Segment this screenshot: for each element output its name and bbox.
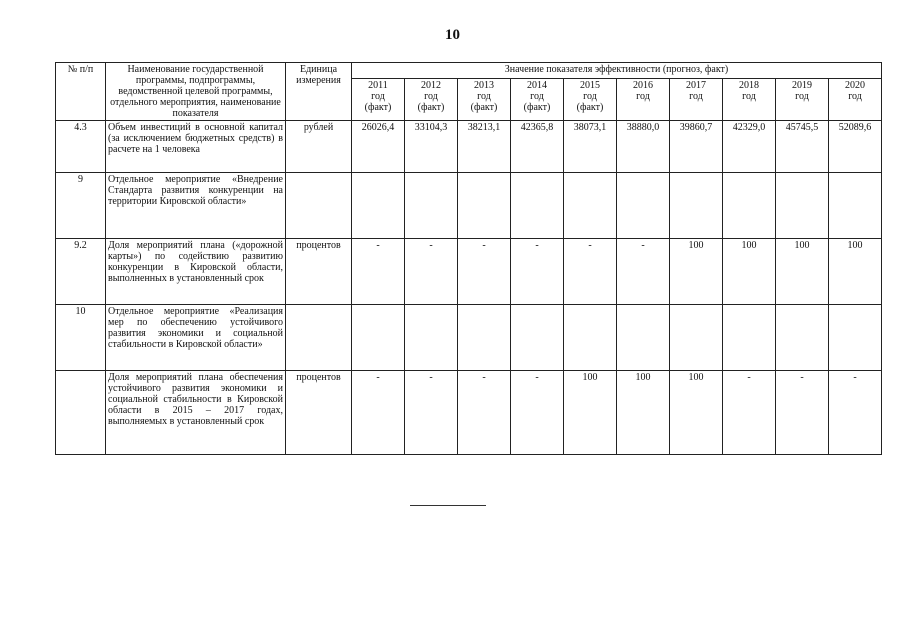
value-cell [458,305,511,371]
row-unit [286,305,352,371]
row-name: Доля мероприятий плана («дорожной карты») по содействию развитию конкуренции в Кировской области, выполненных в установленный срок [106,239,286,305]
row-unit [286,173,352,239]
year-label: год [371,91,385,103]
year-note: (факт) [576,102,604,114]
year-label: год [795,91,809,103]
row-number: 9.2 [56,239,106,305]
table-row [56,239,882,305]
value-cell: 100 [617,371,670,455]
header-year [405,79,458,121]
value-cell [670,173,723,239]
value-cell: 100 [670,239,723,305]
value-cell: - [564,239,617,305]
header-year [511,79,564,121]
value-cell: - [776,371,829,455]
year-number: 2020 [845,80,866,92]
year-number: 2017 [686,80,706,92]
header-name: Наименование государственной программы, подпрограммы, ведомственной целевой программы, отдельного мероприятия, наименование показателя [106,63,286,121]
value-cell: 100 [564,371,617,455]
value-cell [564,173,617,239]
value-cell [564,305,617,371]
year-number: 2019 [792,80,812,92]
table-row [56,305,882,371]
value-cell: - [723,371,776,455]
value-cell [511,305,564,371]
header-year [723,79,776,121]
row-number: 4.3 [56,121,106,173]
value-cell [776,305,829,371]
header-year [458,79,511,121]
value-cell: 38880,0 [617,121,670,173]
header-year [564,79,617,121]
table-row [56,173,882,239]
value-cell [829,305,882,371]
value-cell [617,173,670,239]
value-cell [670,305,723,371]
value-cell: 100 [829,239,882,305]
performance-indicators-table [55,62,882,455]
row-number: 10 [56,305,106,371]
value-cell: 100 [723,239,776,305]
year-label: год [477,91,491,103]
value-cell: - [458,371,511,455]
row-name: Доля мероприятий плана обеспечения устойчивого развития экономики и социальной стабильности в Кировской области в 2015 – 2017 годах, выполняемых в установленный срок [106,371,286,455]
value-cell [352,173,405,239]
value-cell [776,173,829,239]
header-row-1 [56,63,882,79]
value-cell: - [511,371,564,455]
value-cell: - [352,239,405,305]
value-cell: 38073,1 [564,121,617,173]
row-number: 9 [56,173,106,239]
year-label: год [689,91,703,103]
row-unit: процентов [286,371,352,455]
header-year [829,79,882,121]
value-cell [352,305,405,371]
value-cell [458,173,511,239]
value-cell: - [352,371,405,455]
year-label: год [636,91,650,103]
value-cell: - [511,239,564,305]
year-label: год [742,91,756,103]
value-cell [405,173,458,239]
year-note: (факт) [523,102,551,114]
table-row [56,121,882,173]
header-indicator-values: Значение показателя эффективности (прогноз, факт) [352,63,882,79]
value-cell: 33104,3 [405,121,458,173]
year-number: 2018 [739,80,759,92]
year-number: 2014 [527,80,547,92]
value-cell: - [617,239,670,305]
value-cell [723,305,776,371]
page-number: 10 [445,27,460,43]
row-number [56,371,106,455]
year-label: год [848,91,862,103]
table-row [56,371,882,455]
header-year [352,79,405,121]
value-cell [829,173,882,239]
year-label: год [424,91,438,103]
value-cell [617,305,670,371]
year-number: 2012 [421,80,441,92]
year-note: (факт) [417,102,445,114]
value-cell: 100 [776,239,829,305]
value-cell: - [458,239,511,305]
value-cell [405,305,458,371]
header-year [617,79,670,121]
row-unit: рублей [286,121,352,173]
value-cell: - [405,239,458,305]
value-cell [723,173,776,239]
value-cell: 39860,7 [670,121,723,173]
year-label: год [530,91,544,103]
value-cell [511,173,564,239]
value-cell: 100 [670,371,723,455]
header-number: № п/п [56,63,106,121]
value-cell: 52089,6 [829,121,882,173]
value-cell: 38213,1 [458,121,511,173]
header-year [776,79,829,121]
header-unit: Единица измерения [286,63,352,121]
year-number: 2016 [633,80,653,92]
value-cell: 42329,0 [723,121,776,173]
value-cell: - [829,371,882,455]
value-cell: 26026,4 [352,121,405,173]
row-name: Объем инвестиций в основной капитал (за исключением бюджетных средств) в расчете на 1 человека [106,121,286,173]
year-number: 2013 [474,80,494,92]
year-number: 2011 [368,80,388,92]
header-year [670,79,723,121]
row-unit: процентов [286,239,352,305]
value-cell: 42365,8 [511,121,564,173]
footer-divider [410,505,486,506]
value-cell: 45745,5 [776,121,829,173]
value-cell: - [405,371,458,455]
row-name: Отдельное мероприятие «Реализация мер по обеспечению устойчивого развития экономики и социальной стабильности в Кировской области» [106,305,286,371]
year-label: год [583,91,597,103]
year-note: (факт) [470,102,498,114]
year-note: (факт) [364,102,392,114]
year-number: 2015 [580,80,600,92]
row-name: Отдельное мероприятие «Внедрение Стандарта развития конкуренции на территории Кировской области» [106,173,286,239]
